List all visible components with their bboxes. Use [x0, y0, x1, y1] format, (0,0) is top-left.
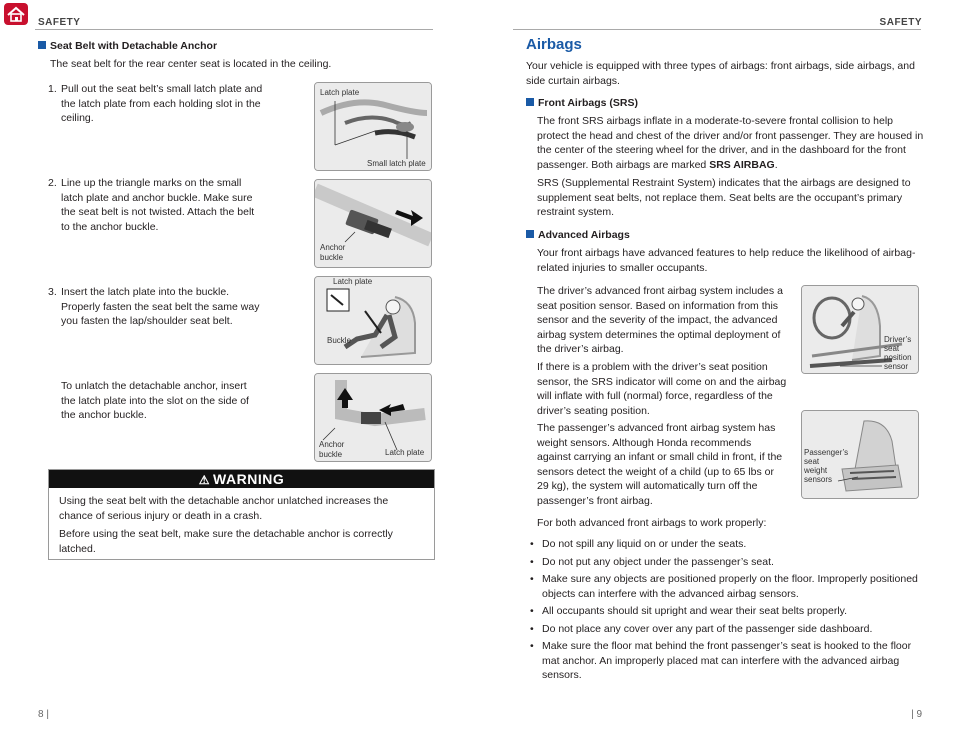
page-title: Airbags [526, 36, 582, 53]
figure-label: sensor [884, 362, 909, 371]
warning-bar [49, 470, 434, 488]
section-title: Seat Belt with Detachable Anchor [50, 40, 218, 52]
figure-label: Anchor [320, 243, 346, 252]
anchor-buckle-figure [314, 179, 432, 268]
buckle-figure [314, 276, 432, 365]
header-rule [513, 29, 921, 30]
section-heading [38, 39, 217, 54]
page-number: 8 | [38, 709, 49, 720]
home-icon[interactable] [4, 3, 28, 25]
step-2 [48, 176, 263, 234]
figure-label: sensors [804, 475, 833, 484]
requirements-intro: For both advanced front airbags to work properly: [537, 517, 767, 529]
requirements-list [530, 537, 930, 686]
unlatch-figure [314, 373, 432, 462]
list-item: • All occupants should sit upright and wear their seat belts properly. [530, 604, 930, 619]
list-item: • Do not spill any liquid on or under the seats. [530, 537, 930, 552]
driver-sensor-text: The driver’s advanced front airbag system includes a seat position sensor. Based on information from this sensor and the severity of the impact, the advanced airbag system determines the optimal deployment of the driver’s airbag. [537, 285, 783, 355]
figure-label: weight [804, 466, 828, 475]
list-item: • Do not put any object under the passenger’s seat. [530, 555, 930, 570]
section-marker-icon [526, 98, 534, 106]
figure-label: seat [884, 344, 900, 353]
intro-text: The seat belt for the rear center seat is located in the ceiling. [50, 58, 332, 70]
intro-text: Your vehicle is equipped with three types of airbags: front airbags, side airbags, and side curtain airbags. [526, 60, 915, 87]
figure-label: Passenger’s [804, 448, 849, 457]
warning-text: Using the seat belt with the detachable anchor unlatched increases the chance of serious injury or death in a crash. [59, 495, 389, 522]
figure-label: Buckle [327, 336, 352, 345]
section-heading [526, 228, 630, 243]
front-text-part: The front SRS airbags inflate in a moderate-to-severe frontal collision to help protect the head and chest of the driver and/or front passenger. They are housed in the center of the steering wheel for the driver, and in the dashboard for the front passenger. Both airbags are marked [537, 115, 924, 171]
figure-label: buckle [319, 450, 343, 459]
figure-label: Latch plate [320, 88, 360, 97]
warning-title: WARNING [213, 471, 285, 487]
step-text: Line up the triangle marks on the small latch plate and anchor buckle. Make sure the seat belt is not twisted. Attach the belt to the anchor buckle. [61, 177, 255, 233]
left-page [0, 0, 470, 738]
running-head: SAFETY [38, 17, 81, 28]
unlatch-text: To unlatch the detachable anchor, insert the latch plate into the slot on the side of the anchor buckle. [61, 380, 249, 421]
step-1 [48, 82, 263, 126]
section-marker-icon [38, 41, 46, 49]
section-title: Advanced Airbags [538, 229, 630, 241]
section-marker-icon [526, 230, 534, 238]
front-text-part: . [774, 158, 778, 171]
seated-passenger-illustration [315, 277, 431, 364]
figure-label: Latch plate [333, 277, 373, 286]
srs-text: SRS (Supplemental Restraint System) indicates that the airbags are designed to supplement seat belts, not replace them. Seat belts are the occupant’s primary restraint system. [537, 177, 911, 218]
front-airbags-text [537, 114, 925, 172]
figure-label: Anchor [319, 440, 345, 449]
srs-indicator-text: If there is a problem with the driver’s seat position sensor, the SRS indicator will come on and the airbag will inflate with full (normal) force, regardless of the driver’s seating position. [537, 361, 787, 417]
section-title: Front Airbags (SRS) [538, 97, 638, 109]
header-rule [35, 29, 433, 30]
figure-label: Small latch plate [367, 159, 426, 168]
list-item: • Make sure any objects are positioned properly on the floor. Improperly positioned objects can interfere with the advanced airbag sensors. [530, 572, 930, 601]
advanced-text: Your front airbags have advanced features to help reduce the likelihood of airbag-related injuries to smaller occupants. [537, 247, 916, 274]
warning-text: Before using the seat belt, make sure the detachable anchor is correctly latched. [59, 528, 393, 555]
section-heading [526, 96, 638, 111]
step-number: 3. [48, 286, 57, 298]
figure-label: seat [804, 457, 820, 466]
step-3 [48, 285, 263, 329]
figure-label: Latch plate [385, 448, 425, 457]
running-head: SAFETY [879, 17, 922, 28]
page-number: | 9 [911, 709, 922, 720]
latch-plate-figure [314, 82, 432, 171]
srs-airbag-mark: SRS AIRBAG [709, 158, 775, 171]
warning-triangle-icon: ⚠ [198, 473, 211, 487]
step-text: Pull out the seat belt’s small latch plate and the latch plate from each holding slot in the ceiling. [61, 83, 263, 124]
step-number: 1. [48, 83, 57, 95]
driver-sensor-figure [801, 285, 919, 374]
figure-label: buckle [320, 253, 344, 262]
right-page [480, 0, 960, 738]
figure-label: position [884, 353, 912, 362]
passenger-sensor-figure [801, 410, 919, 499]
passenger-sensor-text: The passenger’s advanced front airbag system has weight sensors. Although Honda recommends against carrying an infant or small child in front, if the sensors detect the weight of a child (up to 65 lbs or 29 kg), the system will automatically turn off the passenger’s front airbag. [537, 422, 783, 507]
warning-box [48, 469, 435, 560]
step-number: 2. [48, 177, 57, 189]
figure-label: Driver’s [884, 335, 912, 344]
step-text: Insert the latch plate into the buckle. Properly fasten the seat belt the same way you fasten the lap/shoulder seat belt. [61, 286, 260, 327]
list-item: • Do not place any cover over any part of the passenger side dashboard. [530, 622, 930, 637]
list-item: • Make sure the floor mat behind the front passenger’s seat is hooked to the floor mat anchor. An improperly placed mat can interfere with the advanced airbag sensors. [530, 639, 930, 683]
